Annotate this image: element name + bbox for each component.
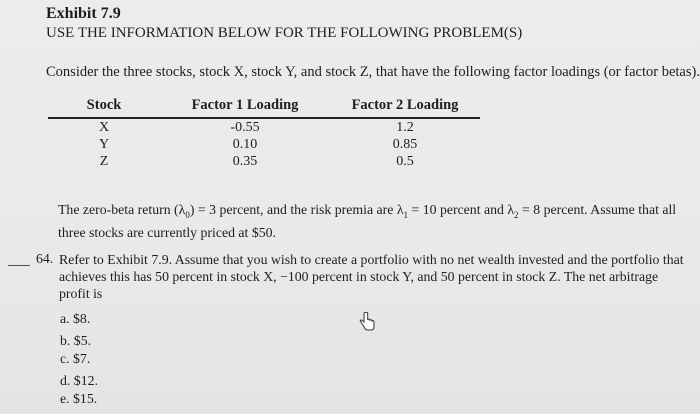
- cell-factor-2: 1.2: [396, 120, 414, 135]
- choice-c[interactable]: c. $7.: [60, 351, 91, 366]
- para-text: = 8 percent. Assume that all three stocks are currently priced at $50.: [58, 202, 677, 240]
- table-row: [48, 153, 480, 170]
- table-header-row: [48, 97, 480, 118]
- cell-stock: X: [98, 120, 110, 135]
- cell-factor-2: 0.85: [392, 137, 418, 152]
- table-row: [48, 136, 480, 153]
- exhibit-title: Exhibit 7.9: [46, 5, 121, 22]
- para-text: ) = 3 percent, and the risk premia are λ: [189, 202, 404, 217]
- cell-stock: Z: [99, 154, 109, 169]
- hand-pointer-icon: [358, 312, 376, 337]
- answer-blank-line: [8, 265, 30, 266]
- header-factor-1: Factor 1 Loading: [160, 97, 330, 118]
- exhibit-intro: Consider the three stocks, stock X, stock Y, and stock Z, that have the following factor loadings (or factor betas).: [46, 64, 700, 80]
- para-text: The zero-beta return (λ: [58, 202, 186, 217]
- risk-premia-paragraph: [58, 201, 688, 242]
- factor-loadings-table: [48, 97, 480, 170]
- cell-factor-1: 0.10: [232, 137, 258, 152]
- exhibit-instruction: USE THE INFORMATION BELOW FOR THE FOLLOWING PROBLEM(S): [46, 25, 523, 41]
- para-subscript: 0: [185, 209, 190, 220]
- header-stock: Stock: [48, 97, 160, 118]
- table-row: [48, 118, 480, 136]
- cell-factor-2: 0.5: [396, 154, 414, 169]
- choice-b[interactable]: b. $5.: [60, 333, 92, 348]
- cell-stock: Y: [98, 137, 110, 152]
- para-subscript: 1: [403, 209, 409, 220]
- para-subscript: 2: [514, 209, 519, 220]
- question-number: 64.: [36, 251, 54, 266]
- question-text: Refer to Exhibit 7.9. Assume that you wish to create a portfolio with no net wealth invested and the portfolio that achieves this has 50 percent in stock X, −100 percent in stock Y, and 50 percent in stock Z. The net arbitrage profit is: [59, 252, 684, 301]
- choice-e[interactable]: e. $15.: [60, 391, 98, 406]
- header-factor-2: Factor 2 Loading: [330, 97, 480, 118]
- cell-factor-1: -0.55: [230, 120, 260, 135]
- choice-d[interactable]: d. $12.: [60, 373, 98, 388]
- choice-a[interactable]: a. $8.: [60, 311, 91, 326]
- para-text: = 10 percent and λ: [408, 202, 515, 217]
- cell-factor-1: 0.35: [232, 154, 258, 169]
